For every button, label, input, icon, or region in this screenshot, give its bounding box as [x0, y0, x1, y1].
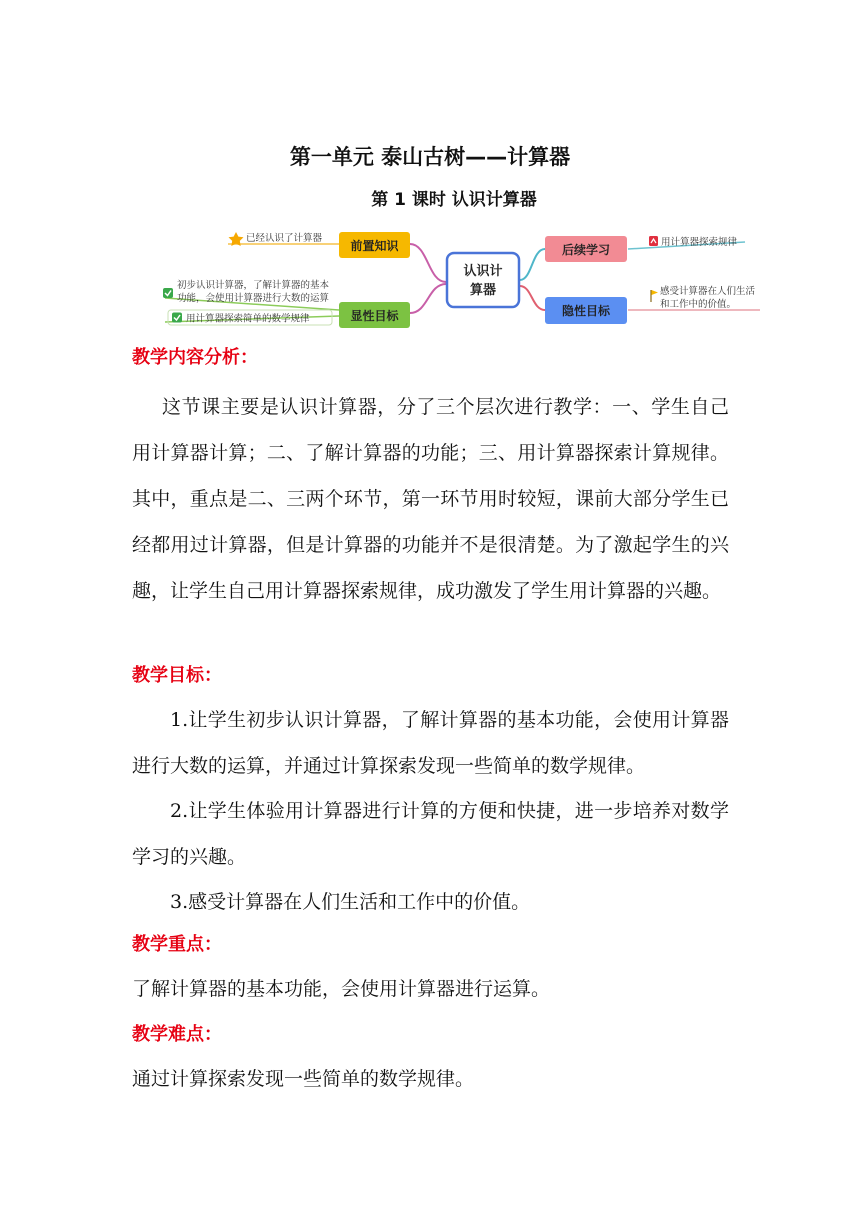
content-analysis-heading: 教学内容分析：: [132, 347, 258, 368]
difficulties-heading: 教学难点：: [132, 1024, 222, 1045]
bookmark-icon: [649, 236, 658, 246]
key-points-heading: 教学重点：: [132, 934, 222, 955]
mindmap-leaf-explicit-1-line-2: 功能，会使用计算器进行大数的运算: [177, 293, 330, 304]
objective-item-1: 1.让学生初步认识计算器，了解计算器的基本功能，会使用计算器进行大数的运算，并通过计算探索发现一些简单的数学规律。: [132, 709, 729, 777]
mindmap-center-node: [447, 253, 519, 307]
flag-icon: [651, 290, 658, 302]
key-points-body: 了解计算器的基本功能，会使用计算器进行运算。: [132, 978, 551, 1000]
mindmap-leaf-implicit-1-line-1: 感受计算器在人们生活: [660, 286, 756, 297]
checkbox-icon: [163, 288, 173, 298]
mindmap-node-implicit-label: 隐性目标: [561, 304, 611, 318]
objective-item-2: 2.让学生体验用计算器进行计算的方便和快捷，进一步培养对数学学习的兴趣。: [132, 800, 729, 868]
mindmap-node-follow-label: 后续学习: [561, 243, 611, 257]
mindmap-center-line-1: 认识计: [463, 264, 503, 279]
mind-map: [0, 222, 860, 340]
mindmap-leaf-follow-1: 用计算器探索规律: [661, 237, 738, 248]
mindmap-leaf-explicit-2: 用计算器探索简单的数学规律: [186, 313, 310, 325]
mindmap-center-line-2: 算器: [469, 283, 497, 298]
objectives-heading: 教学目标：: [132, 665, 222, 686]
document-title: 第一单元 泰山古树——计算器: [289, 145, 571, 169]
mindmap-leaf-prior-1: 已经认识了计算器: [246, 233, 323, 244]
content-analysis-body: 这节课主要是认识计算器，分了三个层次进行教学：一、学生自己用计算器计算；二、了解计算器的功能；三、用计算器探索计算规律。其中，重点是二、三两个环节，第一环节用时较短，课前大部分学生已经都用过计算器，但是计算器的功能并不是很清楚。为了激起学生的兴趣，让学生自己用计算器探索规律，成功激发了学生用计算器的兴趣。: [132, 396, 729, 602]
checkbox-icon: [172, 313, 182, 323]
lesson-subtitle: 第 1 课时 认识计算器: [371, 190, 537, 210]
mindmap-leaf-implicit-1-line-2: 和工作中的价值。: [660, 299, 737, 310]
mindmap-node-explicit-label: 显性目标: [350, 309, 399, 323]
objective-item-3: 3.感受计算器在人们生活和工作中的价值。: [170, 891, 531, 913]
difficulties-body: 通过计算探索发现一些简单的数学规律。: [132, 1068, 475, 1090]
mindmap-node-prior-label: 前置知识: [350, 239, 399, 253]
mindmap-leaf-explicit-1-line-1: 初步认识计算器，了解计算器的基本: [177, 280, 330, 291]
